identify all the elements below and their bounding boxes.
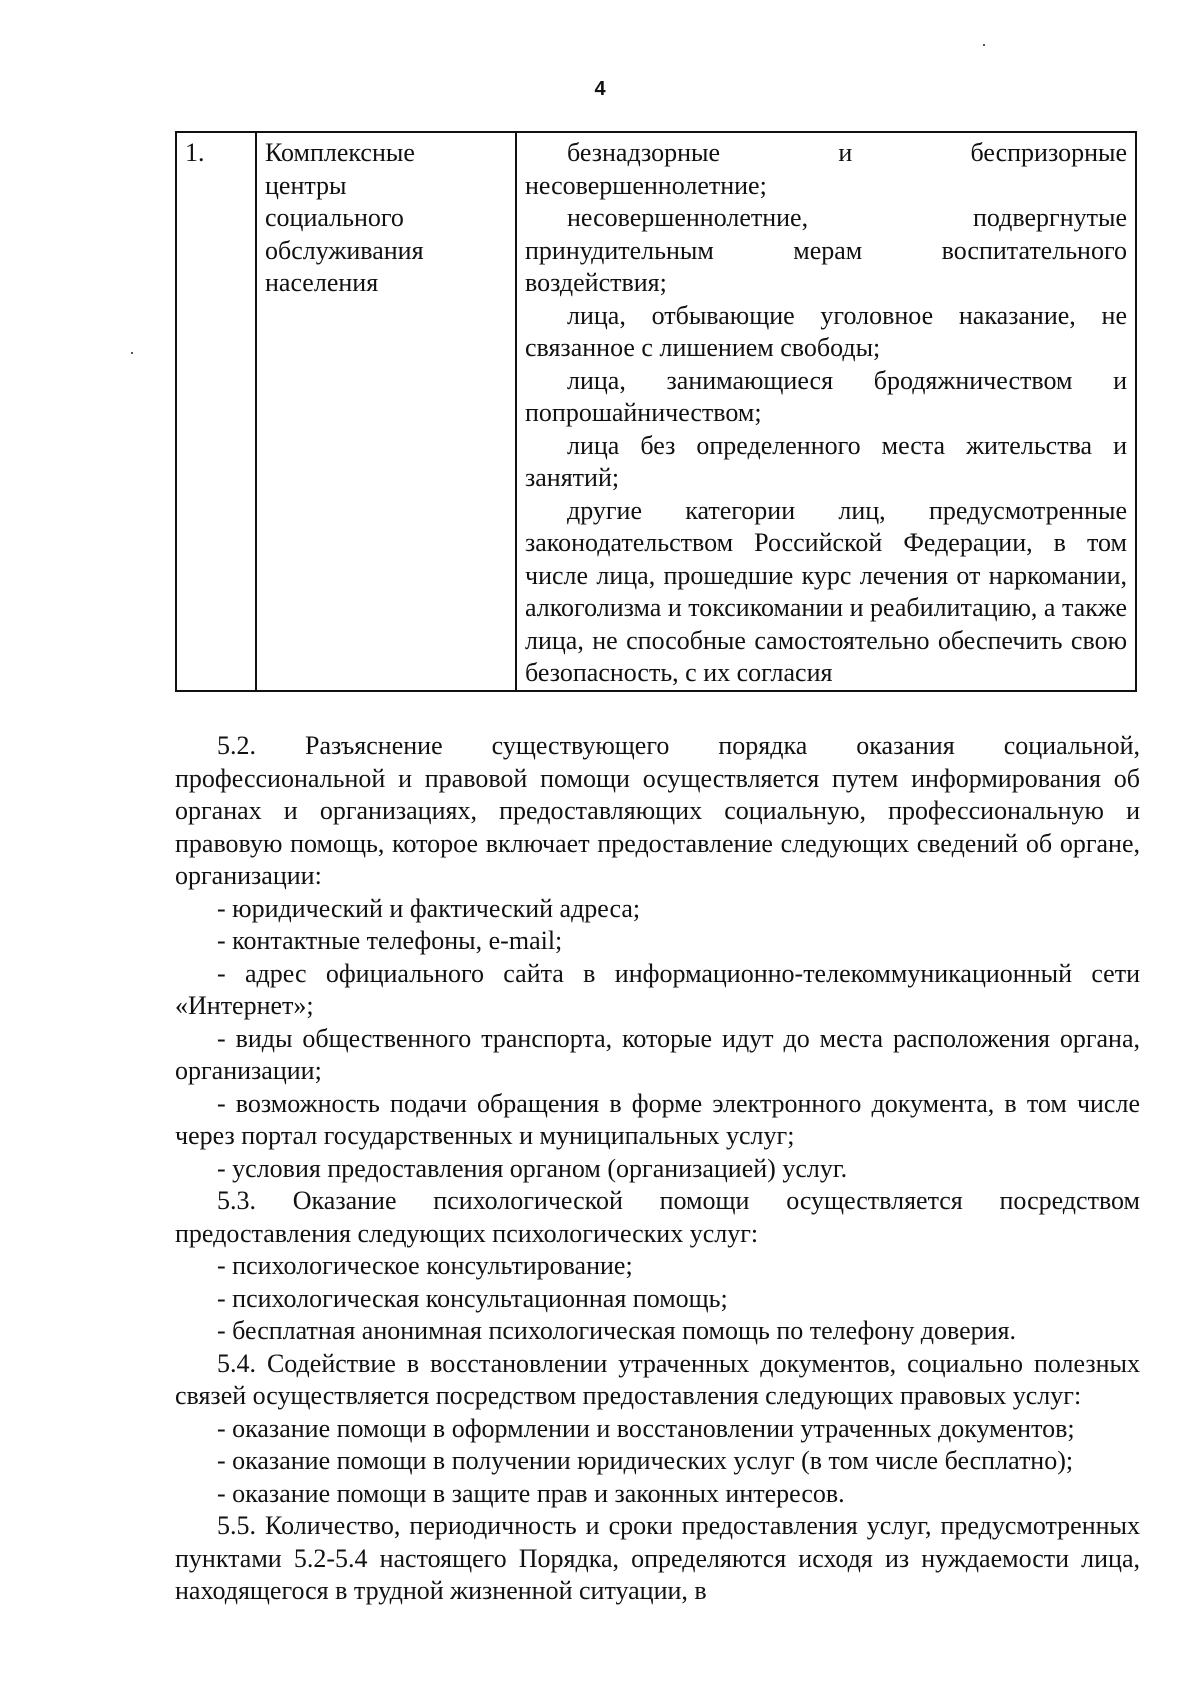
list-item: - психологическое консультирование; [217,1251,633,1280]
category-item: лица, отбывающие уголовное наказание, не связанное с лишением свободы; [525,300,1127,362]
paragraph-5-4: 5.4. Содействие в восстановлении утраченных документов, социально полезных связей осуществляется посредством предоставления следующих правовых услуг: [175,1348,1140,1410]
list-item: - психологическая консультационная помощь; [217,1283,728,1313]
table-row [176,132,1136,691]
list-item: - оказание помощи в оформлении и восстановлении утраченных документов; [217,1413,1075,1443]
list-item: - контактные телефоны, e-mail; [217,926,563,955]
scan-speck [131,352,133,354]
services-table [175,131,1137,692]
organization-line: населения [265,268,379,297]
organization-cell [256,132,516,691]
list-item: - оказание помощи в получении юридических услуг (в том числе бесплатно); [217,1446,1074,1475]
list-item: - виды общественного транспорта, которые идут до места расположения органа, организации; [175,1023,1140,1085]
paragraph-5-3: 5.3. Оказание психологической помощи осуществляется посредством предоставления следующих психологических услуг: [175,1186,1140,1248]
category-item: другие категории лиц, предусмотренные законодательством Российской Федерации, в том числе лица, прошедшие курс лечения от наркомании, алкоголизма и токсикомании и реабилитацию, а также лица, не способные самостоятельно обеспечить свою безопасность, с их согласия [525,495,1127,687]
scan-speck [983,44,985,46]
list-item: - условия предоставления органом (организацией) услуг. [217,1153,848,1183]
list-item: - адрес официального сайта в информационно-телекоммуникационный сети «Интернет»; [175,958,1140,1020]
row-number-cell [176,132,256,691]
categories-cell [516,132,1136,691]
organization-line: центры [265,170,347,200]
list-item: - оказание помощи в защите прав и законных интересов. [217,1478,845,1508]
organization-line: Комплексные [265,138,415,167]
paragraph-5-5: 5.5. Количество, периодичность и сроки предоставления услуг, предусмотренных пунктами 5.2-5.4 настоящего Порядка, определяются исходя из нуждаемости лица, находящегося в трудной жизненной ситуации, в [175,1511,1140,1605]
category-item: безнадзорные и беспризорные несовершеннолетние; [525,138,1127,200]
page-number: 4 [594,78,606,100]
document-body [175,730,1140,1608]
row-number: 1. [185,138,205,167]
organization-line: обслуживания [265,235,424,265]
category-item: лица, занимающиеся бродяжничеством и попрошайничеством; [525,365,1127,427]
list-item: - возможность подачи обращения в форме электронного документа, в том числе через портал государственных и муниципальных услуг; [175,1088,1140,1150]
list-item: - бесплатная анонимная психологическая помощь по телефону доверия. [217,1316,1017,1345]
organization-line: социального [265,203,404,232]
list-item: - юридический и фактический адреса; [217,893,641,923]
category-item: несовершеннолетние, подвергнутые принудительным мерам воспитательного воздействия; [525,203,1127,297]
paragraph-5-2: 5.2. Разъяснение существующего порядка оказания социальной, профессиональной и правовой помощи осуществляется путем информирования об органах и организациях, предоставляющих социальную, профессиональную и правовую помощь, которое включает предоставление следующих сведений об органе, организации: [175,731,1140,890]
category-item: лица без определенного места жительства и занятий; [525,430,1127,492]
